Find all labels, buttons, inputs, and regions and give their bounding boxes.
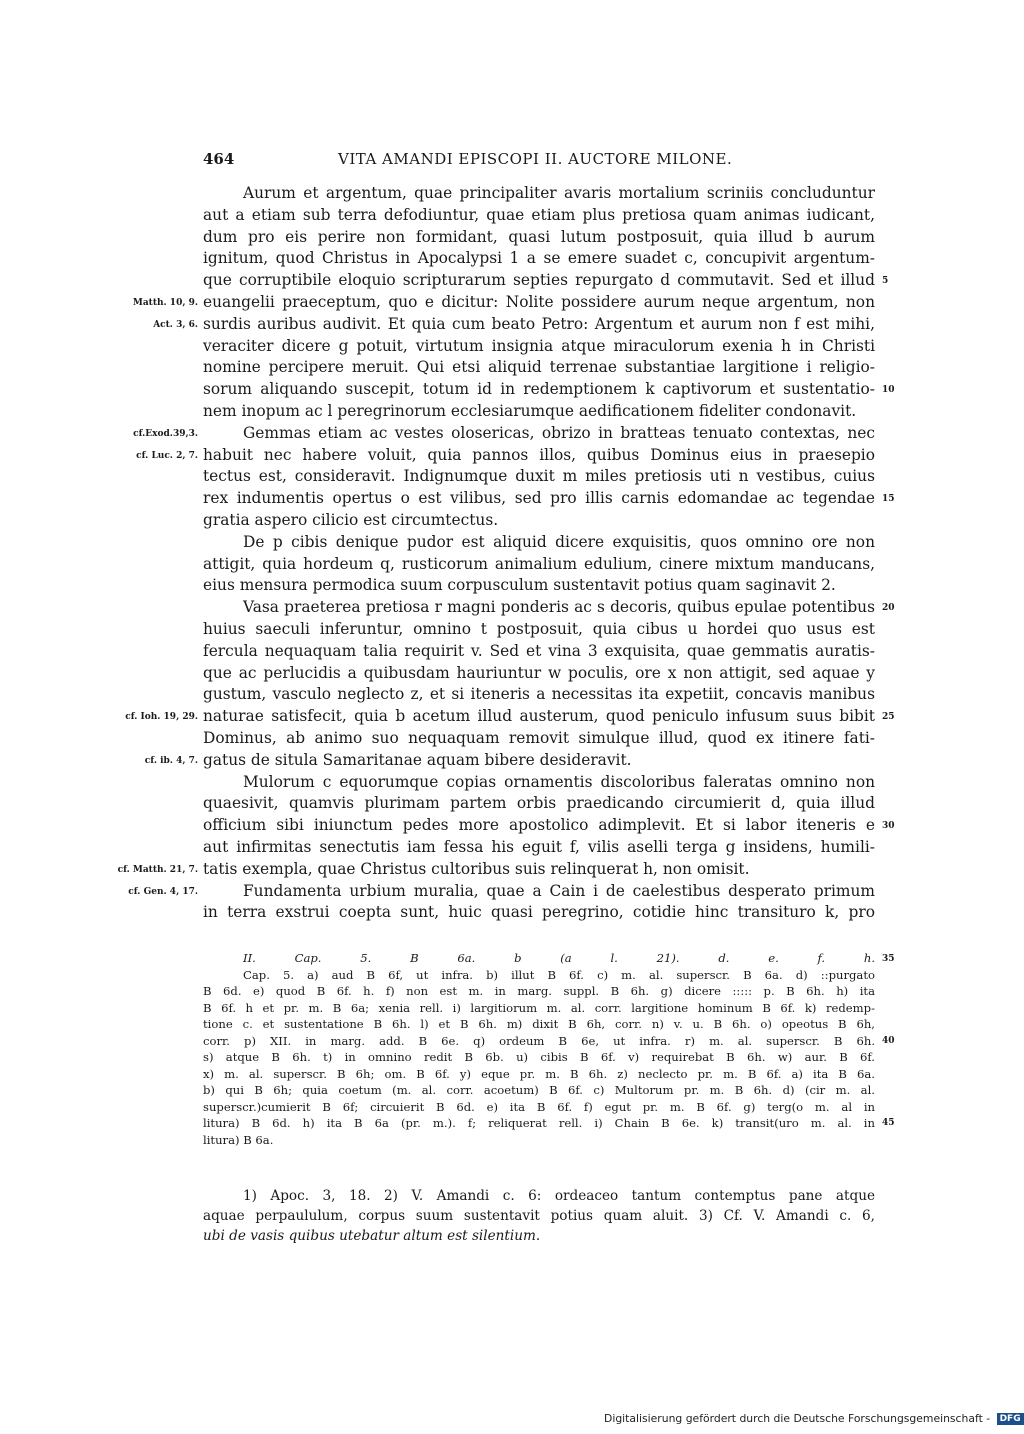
text-line: habuit nec habere voluit, quia pannos illos, quibus Dominus eius in praesepio	[203, 445, 875, 464]
apparatus-line: superscr.)cumierit B 6f; circuierit B 6d. e) ita B 6f. f) egut pr. m. B 6f. g) terg(o m. al in	[203, 1099, 875, 1114]
critical-apparatus	[203, 950, 875, 1148]
apparatus-line: tione c. et sustentatione B 6h. l) et B 6h. m) dixit B 6h, corr. n) v. u. B 6h. o) opeotus B 6h,	[203, 1017, 875, 1031]
apparatus-line: litura) B 6d. h) ita B 6a (pr. m.). f; reliquerat rell. i) Chain B 6e. k) transit(uro m. al. in	[203, 1116, 875, 1130]
text-line: que corruptibile eloquio scripturarum septies repurgato d commutavit. Sed et illud	[203, 271, 875, 290]
text-line: Aurum et argentum, quae principaliter avaris mortalium scriniis concluduntur	[243, 184, 875, 202]
apparatus-line: corr. p) XII. in marg. add. B 6e. q) ordeum B 6e, ut infra. r) m. al. superscr. B 6h.	[203, 1033, 875, 1048]
text-line: Mulorum c equorumque copias ornamentis discoloribus faleratas omnino non	[243, 772, 875, 791]
line-number: 10	[882, 385, 895, 396]
footnotes	[203, 1186, 875, 1246]
text-line: rex indumentis opertus o est vilibus, sed pro illis carnis edomandae ac tegendae	[203, 489, 875, 508]
apparatus-line: litura) B 6a.	[203, 1132, 274, 1147]
footnote-line: aquae perpaululum, corpus suum sustentavit potius quam aluit. 3) Cf. V. Amandi c. 6,	[203, 1208, 875, 1224]
page-number: 464	[203, 150, 235, 168]
text-line: veraciter dicere g potuit, virtutum insignia atque miraculorum exenia h in Christi	[203, 336, 875, 355]
text-line: gustum, vasculo neglecto z, et si iteneris a necessitas ita expetiit, concavis manibus	[203, 685, 875, 704]
credit-text: Digitalisierung gefördert durch die Deutsche Forschungsgemeinschaft -	[604, 1412, 991, 1425]
apparatus-line: Cap. 5. a) aud B 6f, ut infra. b) illut B 6f. c) m. al. superscr. B 6a. d) ::purgato	[243, 967, 875, 982]
text-line: De p cibis denique pudor est aliquid dicere exquisitis, quos omnino ore non	[243, 532, 875, 551]
text-line: nomine percipere meruit. Qui etsi aliquid terrenae substantiae largitione i religio-	[203, 358, 875, 377]
text-line: aut a etiam sub terra defodiuntur, quae etiam plus pretiosa quam animas iudicant,	[203, 205, 875, 224]
margin-reference: cf. Ioh. 19, 29.	[125, 712, 198, 723]
text-line: officium sibi iniunctum pedes more apostolico adimplevit. Et si labor iteneris e	[203, 816, 875, 835]
margin-reference: Act. 3, 6.	[153, 319, 198, 330]
page-header	[203, 150, 875, 172]
text-line: sorum aliquando suscepit, totum id in redemptionem k captivorum et sustentatio-	[203, 380, 875, 399]
line-number: 5	[882, 276, 889, 287]
text-line: aut infirmitas senectutis iam fessa his eguit f, vilis aselli terga g insidens, humili-	[203, 837, 875, 856]
text-line: gratia aspero cilicio est circumtectus.	[203, 510, 499, 529]
apparatus-line-number: 40	[882, 1035, 895, 1046]
apparatus-line-number: 45	[882, 1118, 895, 1128]
main-text	[203, 183, 875, 924]
footnote-line: ubi de vasis quibus utebatur altum est silentium.	[203, 1228, 541, 1244]
text-line: dum pro eis perire non formidant, quasi lutum postposuit, quia illud b aurum	[203, 227, 875, 246]
apparatus-line: x) m. al. superscr. B 6h; om. B 6f. y) eque pr. m. B 6h. z) neclecto pr. m. B 6f. a) ita B 6a.	[203, 1066, 875, 1081]
text-line: surdis auribus audivit. Et quia cum beato Petro: Argentum et aurum non f est mihi,	[203, 314, 875, 333]
line-number: 25	[882, 712, 895, 723]
apparatus-line: b) qui B 6h; quia coetum (m. al. corr. acoetum) B 6f. c) Multorum pr. m. B 6h. d) (cir m. al.	[203, 1083, 875, 1097]
line-number: 15	[882, 494, 895, 505]
running-title: VITA AMANDI EPISCOPI II. AUCTORE MILONE.	[338, 150, 733, 168]
apparatus-line-number: 35	[882, 954, 895, 964]
line-number: 20	[882, 603, 895, 614]
apparatus-heading: II. Cap. 5. B 6a. b (a l. 21). d. e. f. h.	[243, 951, 875, 965]
text-line: tectus est, consideravit. Indignumque duxit m miles pretiosis uti n vestibus, cuius	[203, 467, 875, 486]
text-line: que ac perlucidis a quibusdam hauriuntur w poculis, ore x non attigit, sed aquae y	[203, 663, 875, 682]
text-line: fercula nequaquam talia requirit v. Sed et vina 3 exquisita, quae gemmatis auratis-	[203, 641, 875, 660]
text-line: quaesivit, quamvis plurimam partem orbis praedicando circumierit d, quia illud	[203, 794, 875, 813]
margin-reference: Matth. 10, 9.	[132, 298, 198, 308]
text-line: eius mensura permodica suum corpusculum sustentavit potius quam saginavit 2.	[203, 576, 836, 595]
apparatus-line: B 6d. e) quod B 6f. h. f) non est m. in marg. suppl. B 6h. g) dicere ::::: p. B 6h. h) ita	[203, 984, 875, 998]
margin-reference: cf. Luc. 2, 7.	[136, 450, 198, 461]
digitization-credit	[604, 1412, 1024, 1425]
margin-reference: cf. ib. 4, 7.	[144, 755, 198, 766]
text-line: huius saeculi inferuntur, omnino t postposuit, quia cibus u hordei quo usus est	[203, 619, 875, 638]
line-number: 30	[882, 821, 895, 832]
text-line: Dominus, ab animo suo nequaquam removit simulque illud, quod ex itinere fati-	[203, 728, 875, 747]
footnote-line: 1) Apoc. 3, 18. 2) V. Amandi c. 6: ordeaceo tantum contemptus pane atque	[243, 1188, 875, 1204]
text-line: euangelii praeceptum, quo e dicitur: Nolite possidere aurum neque argentum, non	[203, 292, 875, 311]
text-line: in terra exstrui coepta sunt, huic quasi peregrino, cotidie hinc transituro k, pro	[203, 903, 875, 922]
text-line: Fundamenta urbium muralia, quae a Cain i de caelestibus desperato primum	[243, 881, 875, 900]
text-line: nem inopum ac l peregrinorum ecclesiarumque aedificationem fideliter condonavit.	[203, 401, 857, 420]
apparatus-line: B 6f. h et pr. m. B 6a; xenia rell. i) largitiorum m. al. corr. largitione hominum B 6f. k) redemp-	[203, 1000, 875, 1015]
text-line: ignitum, quod Christus in Apocalypsi 1 a se emere suadet c, concupivit argentum-	[203, 249, 875, 268]
text-line: Gemmas etiam ac vestes olosericas, obrizo in bratteas tenuato contextas, nec	[243, 423, 875, 442]
text-line: attigit, quia hordeum q, rusticorum animalium edulium, cinere mixtum manducans,	[203, 554, 875, 573]
margin-reference: cf.Exod.39,3.	[133, 428, 198, 439]
apparatus-line: s) atque B 6h. t) in omnino redit B 6b. u) cibis B 6f. v) requirebat B 6h. w) aur. B 6f.	[203, 1050, 875, 1064]
text-line: tatis exempla, quae Christus cultoribus suis relinquerat h, non omisit.	[203, 859, 750, 878]
dfg-logo: DFG	[997, 1413, 1024, 1425]
text-line: Vasa praeterea pretiosa r magni ponderis ac s decoris, quibus epulae potentibus	[243, 598, 875, 617]
text-line: gatus de situla Samaritanae aquam bibere desideravit.	[203, 750, 632, 769]
text-line: naturae satisfecit, quia b acetum illud austerum, quod peniculo infusum suus bibit	[203, 707, 875, 726]
margin-reference: cf. Matth. 21, 7.	[117, 864, 198, 875]
margin-reference: cf. Gen. 4, 17.	[128, 886, 198, 897]
